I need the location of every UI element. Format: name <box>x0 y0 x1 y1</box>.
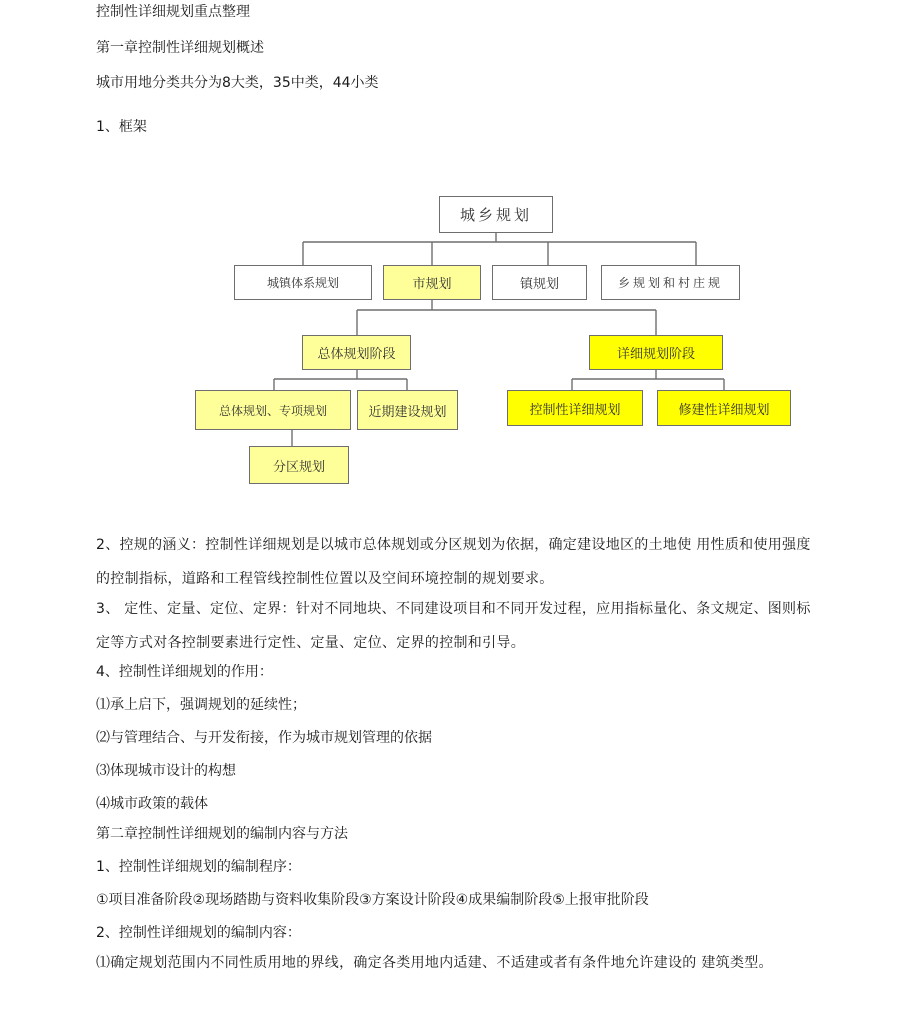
item-3-paragraph: 3、 定性、定量、定位、定界：针对不同地块、不同建设项目和不同开发过程，应用指标量化、条文规定、图则标定等方式对各控制要素进行定性、定量、定位、定界的控制和引导。 <box>96 601 811 651</box>
land-use-classification-line: 城市用地分类共分为8大类，35中类，44小类 <box>96 75 379 91</box>
item-4-point-2: ⑵与管理结合、与开发衔接，作为城市规划管理的依据 <box>96 730 432 746</box>
chapter-2-item-2-heading: 2、控制性详细规划的编制内容： <box>96 925 301 941</box>
item-4-point-3: ⑶体现城市设计的构想 <box>96 763 236 779</box>
chapter-2-item-1-text: ①项目准备阶段②现场踏勘与资料收集阶段③方案设计阶段④成果编制阶段⑤上报审批阶段 <box>96 892 649 908</box>
node-master-special-planning: 总体规划、专项规划 <box>195 390 351 430</box>
node-urban-rural-planning: 城乡规划 <box>439 196 553 233</box>
chapter-2-item-1-heading: 1、控制性详细规划的编制程序： <box>96 859 301 875</box>
node-detailed-planning-stage: 详细规划阶段 <box>589 335 723 370</box>
node-constructive-detailed-planning: 修建性详细规划 <box>657 390 791 426</box>
chapter-2-title: 第二章控制性详细规划的编制内容与方法 <box>96 826 348 842</box>
item-4-heading: 4、控制性详细规划的作用： <box>96 664 273 680</box>
item-2-paragraph: 2、控规的涵义：控制性详细规划是以城市总体规划或分区规划为依据，确定建设地区的土地使 用性质和使用强度的控制指标，道路和工程管线控制性位置以及空间环境控制的规划要求。 <box>96 537 811 587</box>
document-title: 控制性详细规划重点整理 <box>96 4 250 20</box>
section-1-heading: 1、框架 <box>96 119 147 135</box>
item-4-point-1: ⑴承上启下，强调规划的延续性； <box>96 697 306 713</box>
node-city-planning: 市规划 <box>383 265 481 300</box>
node-town-planning: 镇规划 <box>492 265 587 300</box>
node-district-planning: 分区规划 <box>249 446 349 484</box>
node-town-system-planning: 城镇体系规划 <box>234 265 372 300</box>
chapter-1-title: 第一章控制性详细规划概述 <box>96 40 264 56</box>
node-master-planning-stage: 总体规划阶段 <box>302 335 411 370</box>
chapter-2-item-2-text: ⑴确定规划范围内不同性质用地的界线，确定各类用地内适建、不适建或者有条件地允许建设的 建筑类型。 <box>96 955 773 971</box>
item-4-point-4: ⑷城市政策的载体 <box>96 796 208 812</box>
node-township-village-planning: 乡规划和村庄规 <box>601 265 740 300</box>
node-regulatory-detailed-planning: 控制性详细规划 <box>507 390 643 426</box>
node-near-term-construction-planning: 近期建设规划 <box>357 390 458 430</box>
